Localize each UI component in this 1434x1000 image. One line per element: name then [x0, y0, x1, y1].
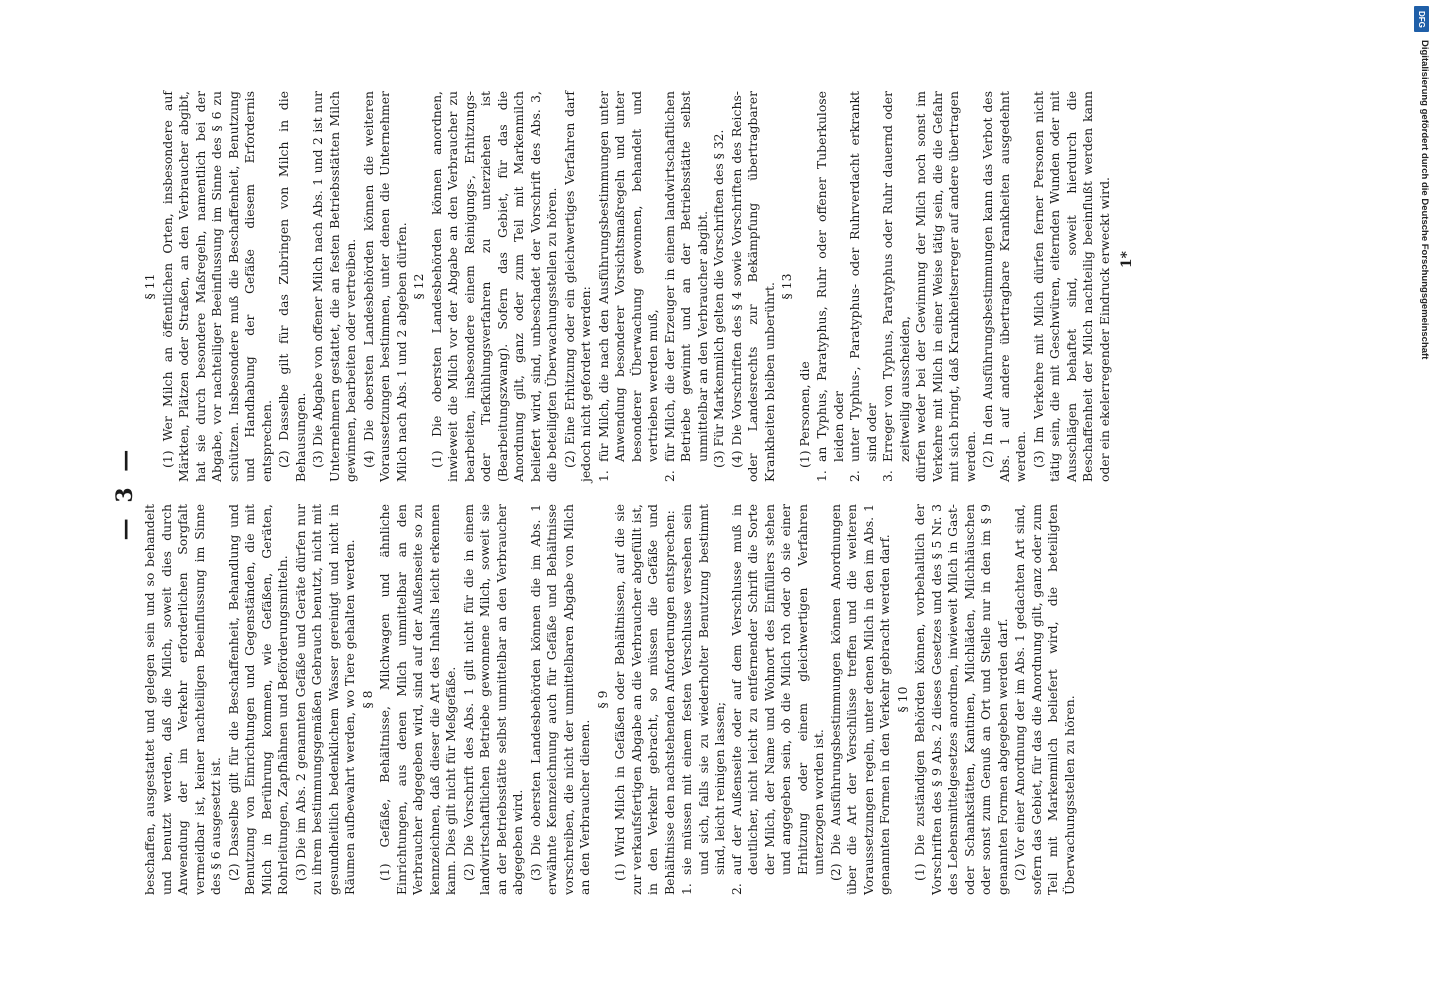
list-text: auf der Außenseite oder auf dem Verschlusse muß in deutlicher, nicht leicht zu entfernender Schrift die Sorte der Milch, der Name und Wohnort des Einfüllers stehen und angegeben sein, ob die Milch roh oder ob sie einer Erhitzung oder einem gleichwertigen Verfahren unterzogen worden ist. — [728, 504, 826, 875]
list-text: für Milch, die nach den Ausführungsbestimmungen unter Anwendung besonderer Vorsichtsmaßregeln und unter besonderer Überwachung gewonnen, behandelt und vertrieben werden muß, — [595, 91, 660, 462]
list-text: für Milch, die der Erzeuger in einem landwirtschaftlichen Betriebe gewinnt und an der Betriebsstätte selbst unmittelbar an den Verbraucher abgibt. — [661, 91, 710, 462]
paragraph: (4) Die obersten Landesbehörden können die weiteren Voraussetzungen bestimmen, unter denen die Unternehmer Milch nach Abs. 1 und 2 abgeben dürfen. — [360, 91, 409, 482]
paragraph: (2) Vor einer Anordnung der im Abs. 1 gedachten Art sind, sofern das Gebiet, für das die Anordnung gilt, ganz oder zum Teil mit Markenmilch beliefert wird, die beteiligten Überwachungsstellen zu hören. — [1012, 504, 1077, 895]
left-column — [142, 504, 1136, 895]
paragraph: (2) Eine Erhitzung oder ein gleichwertiges Verfahren darf jedoch nicht gefordert werden: — [561, 91, 593, 482]
list-number: 3. — [880, 470, 895, 482]
paragraph: (3) Im Verkehre mit Milch dürfen ferner Personen nicht tätig sein, die mit Geschwüren, eiternden Wunden oder mit Ausschlägen behaftet sind, soweit hierdurch die Beschaffenheit der Milch nachteilig beeinflußt werden kann oder ein ekelerregender Eindruck erweckt wird. — [1030, 91, 1112, 482]
list-item — [880, 91, 913, 482]
list-item — [847, 91, 880, 482]
paragraph: (1) Die zuständigen Behörden können, vorbehaltlich der Vorschriften des § 9 Abs. 2 dieses Gesetzes und des § 5 Nr. 3 des Lebensmittelgesetzes anordnen, inwieweit Milch in Gast- oder Schankstätten, Kantinen, Milchläden, Milchhäuschen oder sonst zum Genuß an Ort und Stelle nur in den im § 9 genannten Formen abgegeben werden darf. — [912, 504, 1010, 895]
paragraph: dürfen weder bei der Gewinnung der Milch noch sonst im Verkehre mit Milch in einer Weise tätig sein, die die Gefahr mit sich bringt, daß Krankheitserreger auf andere übertragen werden. — [913, 91, 978, 482]
scanned-page — [112, 83, 1302, 903]
list-number: 2. — [847, 470, 862, 482]
paragraph: beschaffen, ausgestattet und gelegen sein und so behandelt und benutzt werden, daß die Milch, soweit dies durch Anwendung der im Verkehr erforderlichen Sorgfalt vermeidbar ist, keiner nachteiligen Beeinflussung im Sinne des § 6 ausgesetzt ist. — [142, 504, 223, 895]
paragraph: (2) In den Ausführungsbestimmungen kann das Verbot des Abs. 1 auf andere übertragbare Krankheiten ausgedehnt werden. — [980, 91, 1028, 482]
signature-mark: 1* — [1119, 251, 1135, 269]
paragraph: (2) Dasselbe gilt für das Zubringen von Milch in die Behausungen. — [276, 91, 308, 482]
paragraph: (1) Personen, die — [796, 361, 812, 468]
paragraph: (3) Für Markenmilch gelten die Vorschriften des § 32. — [711, 129, 726, 468]
list-number: 2. — [728, 883, 744, 895]
section-heading-9: § 9 — [594, 690, 610, 709]
list-number: 1. — [814, 470, 829, 482]
section-heading-8: § 8 — [359, 690, 375, 709]
list-text: Erreger von Typhus, Paratyphus oder Ruhr dauernd oder zeitweilig ausscheiden, — [880, 91, 912, 462]
section-heading-10: § 10 — [894, 686, 910, 713]
paragraph: (1) Wer Milch an öffentlichen Orten, insbesondere auf Märkten, Plätzen oder Straßen, an den Verbraucher abgibt, hat sie durch besondere Maßregeln, namentlich bei der Abgabe, vor nachteiliger Beeinflussung im Sinne des § 6 zu schützen. Insbesondere muß die Beschaffenheit, Benutzung und Handhabung der Gefäße diesem Erfordernis entsprechen. — [159, 91, 274, 482]
paragraph: (4) Die Vorschriften des § 4 sowie Vorschriften des Reichs- oder Landesrechts zur Bekämpfung übertragbarer Krankheiten bleiben unberührt. — [728, 91, 777, 482]
paragraph: (2) Die Ausführungsbestimmungen können Anordnungen über die Art der Verschlüsse treffen und die weiteren Voraussetzungen regeln, unter denen Milch in den im Abs. 1 genannten Formen in den Verkehr gebracht werden darf. — [827, 504, 892, 895]
section-heading-13: § 13 — [779, 273, 794, 300]
digitization-credit: Digitalisierung gefördert durch die Deutsche Forschungsgemeinschaft — [1419, 40, 1430, 360]
digitization-sidebar — [1400, 0, 1434, 1000]
paragraph: (3) Die obersten Landesbehörden können die im Abs. 1 erwähnte Kennzeichnung auch für Gefäße und Behältnisse vorschreiben, die nicht der unmittelbaren Abgabe von Milch an den Verbraucher dienen. — [527, 504, 592, 895]
paragraph: (1) Die obersten Landesbehörden können anordnen, inwieweit die Milch vor der Abgabe an den Verbraucher zu bearbeiten, insbesondere einem Reinigungs-, Erhitzungs- oder Tiefkühlungsverfahren zu unterziehen ist (Bearbeitungszwang). Sofern das Gebiet, für das die Anordnung gilt, ganz oder zum Teil mit Markenmilch beliefert wird, sind, unbeschadet der Vorschrift des Abs. 3, die beteiligten Überwachungsstellen zu hören. — [428, 91, 559, 482]
paragraph: (3) Die Abgabe von offener Milch nach Abs. 1 und 2 ist nur Unternehmern gestattet, die an festen Betriebsstätten Milch gewinnen, bearbeiten oder vertreiben. — [310, 91, 358, 482]
paragraph: (1) Wird Milch in Gefäßen oder Behältnissen, auf die sie zur verkaufsfertigen Abgabe an die Verbraucher abgefüllt ist, in den Verkehr gebracht, so müssen die Gefäße und Behältnisse den nachstehenden Anforderungen entsprechen: — [612, 504, 677, 895]
dfg-logo: DFG — [1414, 6, 1429, 32]
paragraph: (2) Die Vorschrift des Abs. 1 gilt nicht für die in einem landwirtschaftlichen Betriebe gewonnene Milch, soweit sie an der Betriebsstätte selbst unmittelbar an den Verbraucher abgegeben wird. — [460, 504, 525, 895]
list-number: 1. — [679, 883, 694, 895]
list-item — [662, 91, 712, 482]
list-number: 1. — [595, 470, 611, 482]
text-columns — [142, 83, 1136, 903]
list-text: sie müssen mit einem festen Verschlusse versehen sein und sich, falls sie zu wiederholter Benutzung bestimmt sind, leicht reinigen lassen; — [679, 504, 727, 875]
paragraph: (3) Die im Abs. 2 genannten Gefäße und Geräte dürfen nur zu ihrem bestimmungsgemäßen Gebrauch benutzt, nicht mit gesundheitlich bedenklichem Wasser gereinigt und nicht in Räumen aufbewahrt werden, wo Tiere gehalten werden. — [292, 504, 357, 895]
list-number: 2. — [661, 470, 677, 482]
paragraph: (2) Dasselbe gilt für die Beschaffenheit, Behandlung und Benutzung von Einrichtungen und Gegenständen, die mit Milch in Berührung kommen, wie Gefäßen, Geräten, Rohrleitungen, Zapfhähnen und Beförderungsmitteln. — [225, 504, 290, 895]
list-item — [729, 504, 828, 895]
section-heading-12: § 12 — [411, 273, 426, 300]
list-text: an Typhus, Paratyphus, Ruhr oder offener Tuberkulose leiden oder — [814, 91, 846, 462]
list-item — [814, 91, 847, 482]
list-item — [679, 504, 729, 895]
list-item — [596, 91, 662, 482]
paragraph: (1) Gefäße, Behältnisse, Milchwagen und ähnliche Einrichtungen, aus denen Milch unmittelbar an den Verbraucher abgegeben wird, sind auf der Außenseite so zu kennzeichnen, daß dieser die Art des Inhalts leicht erkennen kann. Dies gilt nicht für Meßgefäße. — [377, 504, 458, 895]
section-heading-11: § 11 — [142, 273, 157, 300]
list-text: unter Typhus-, Paratyphus- oder Ruhrverdacht erkrankt sind oder — [847, 91, 879, 462]
right-column — [142, 91, 1136, 482]
page-number-header: — 3 — — [112, 445, 138, 541]
